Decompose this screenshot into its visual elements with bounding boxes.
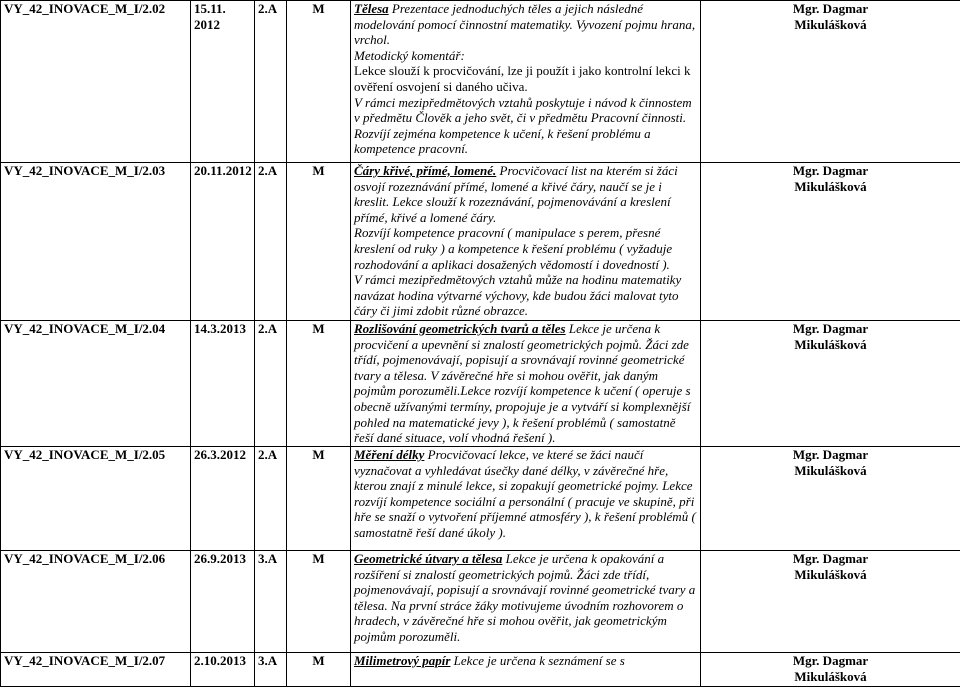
author-last-line: Mikulášková bbox=[704, 17, 957, 33]
table-row bbox=[1, 321, 960, 447]
lesson-code: VY_42_INOVACE_M_I/2.06 bbox=[1, 551, 191, 653]
lesson-class: 3.A bbox=[255, 551, 287, 653]
lesson-class: 2.A bbox=[255, 1, 287, 163]
lesson-comment-text: V rámci mezipředmětových vztahů poskytuje i návod k činnostem v předmětu Člověk a jeho svět, či v předmětu Pracovní činnosti. Rozvíjí zejména kompetence k učení, k řešení problému a kompetence pracovní. bbox=[354, 95, 697, 157]
lesson-subject: M bbox=[287, 447, 351, 551]
lesson-title: Měření délky bbox=[354, 447, 424, 462]
lesson-text: Lekce je určena k seznámení se s bbox=[450, 653, 624, 668]
lesson-title: Rozlišování geometrických tvarů a těles bbox=[354, 321, 566, 336]
lesson-date-day: 15.11. bbox=[194, 1, 251, 17]
lesson-author bbox=[701, 551, 960, 653]
lesson-author bbox=[701, 1, 960, 163]
lesson-subject: M bbox=[287, 163, 351, 321]
lesson-author bbox=[701, 653, 960, 687]
lesson-text: Rozvíjí kompetence pracovní ( manipulace s perem, přesné kreslení od ruky ) a kompetence k řešení problému ( vyžaduje rozhodování a aplikaci dosažených vědomostí i dovedností ). bbox=[354, 225, 697, 272]
lesson-date: 26.3.2012 bbox=[191, 447, 255, 551]
lesson-class: 2.A bbox=[255, 321, 287, 447]
author-first-line: Mgr. Dagmar bbox=[704, 163, 957, 179]
author-last-line: Mikulášková bbox=[704, 669, 957, 685]
lesson-class: 2.A bbox=[255, 163, 287, 321]
author-last-line: Mikulášková bbox=[704, 337, 957, 353]
lesson-description bbox=[351, 653, 701, 687]
lesson-comment-heading: Metodický komentář: bbox=[354, 48, 697, 64]
lesson-code: VY_42_INOVACE_M_I/2.04 bbox=[1, 321, 191, 447]
lesson-description bbox=[351, 1, 701, 163]
lesson-subject: M bbox=[287, 321, 351, 447]
lesson-date bbox=[191, 1, 255, 163]
lesson-description bbox=[351, 447, 701, 551]
lesson-subject: M bbox=[287, 551, 351, 653]
table-row bbox=[1, 551, 960, 653]
lesson-text: Procvičovací list na kterém si žáci osvojí rozeznávání přímé, lomené a křivé čáry, naučí se je i kreslit. Lekce slouží k rozeznávání, pojmenovávání a kreslení přímé, křivé a lomené čáry. bbox=[354, 163, 678, 225]
lesson-text: Procvičovací lekce, ve které se žáci naučí vyznačovat a vyhledávat úsečky dané délky, v závěrečné hře, kterou znají z minulé lekce, si zopakují geometrické pojmy. Lekce rozvíjí kompetence sociální a personální ( pracuje ve skupině, při hře se snaží o vytvoření příjemné atmosféry ), k řešení problémů ( samostatně řeší dané úkoly ). bbox=[354, 447, 696, 540]
lesson-subject: M bbox=[287, 1, 351, 163]
author-first-line: Mgr. Dagmar bbox=[704, 551, 957, 567]
lesson-code: VY_42_INOVACE_M_I/2.07 bbox=[1, 653, 191, 687]
table-row bbox=[1, 1, 960, 163]
lesson-code: VY_42_INOVACE_M_I/2.03 bbox=[1, 163, 191, 321]
lesson-author bbox=[701, 163, 960, 321]
lesson-description bbox=[351, 163, 701, 321]
author-first-line: Mgr. Dagmar bbox=[704, 1, 957, 17]
lesson-class: 2.A bbox=[255, 447, 287, 551]
lesson-title: Geometrické útvary a tělesa bbox=[354, 551, 502, 566]
lesson-author bbox=[701, 321, 960, 447]
lesson-text: Prezentace jednoduchých těles a jejich následné modelování pomocí činnostní matematiky. Vyvození pojmu hrana, vrchol. bbox=[354, 1, 695, 47]
author-first-line: Mgr. Dagmar bbox=[704, 653, 957, 669]
lesson-date: 26.9.2013 bbox=[191, 551, 255, 653]
lesson-title: Tělesa bbox=[354, 1, 389, 16]
table-row bbox=[1, 447, 960, 551]
author-last-line: Mikulášková bbox=[704, 567, 957, 583]
author-last-line: Mikulášková bbox=[704, 463, 957, 479]
lesson-text: Lekce je určena k opakování a rozšíření si znalostí geometrických pojmů. Žáci zde třídí, pojmenovávají, popisují a srovnávají rovinné geometrické tvary a tělesa. Na první stráce žáky motivujeme úvodním rozhovorem o hradech, v závěrečné hře si mohou ověřit, jak geometrickým pojmům porozuměli. bbox=[354, 551, 695, 644]
lesson-date: 2.10.2013 bbox=[191, 653, 255, 687]
lesson-title: Čáry křivé, přímé, lomené. bbox=[354, 163, 496, 178]
lesson-title: Milimetrový papír bbox=[354, 653, 450, 668]
lesson-code: VY_42_INOVACE_M_I/2.05 bbox=[1, 447, 191, 551]
table-row bbox=[1, 653, 960, 687]
author-last-line: Mikulášková bbox=[704, 179, 957, 195]
lesson-date: 14.3.2013 bbox=[191, 321, 255, 447]
lesson-subject: M bbox=[287, 653, 351, 687]
lesson-author bbox=[701, 447, 960, 551]
lesson-date: 20.11.2012 bbox=[191, 163, 255, 321]
lesson-code: VY_42_INOVACE_M_I/2.02 bbox=[1, 1, 191, 163]
lesson-text: Lekce je určena k procvičení a upevnění si znalostí geometrických pojmů. Žáci zde třídí, pojmenovávají, popisují a srovnávají rovinné geometrické tvary a tělesa. V závěrečné hře si mohou ověřit, jak daným pojmům porozuměli.Lekce rozvíjí kompetence k učení ( operuje s obecně užívanými termíny, propojuje je a vytváří si komplexnější pohled na matematické jevy ), k řešení problémů ( samostatně řeší dané situace, volí vhodná řešení ). bbox=[354, 321, 691, 445]
lesson-text: V rámci mezipředmětových vztahů může na hodinu matematiky navázat hodina výtvarné výchovy, kde budou žáci malovat tyto čáry či jimi zdobit různé obrazce. bbox=[354, 272, 697, 319]
author-first-line: Mgr. Dagmar bbox=[704, 447, 957, 463]
lesson-comment-text: Lekce slouží k procvičování, lze ji použít i jako kontrolní lekci k ověření osvojení si daného učiva. bbox=[354, 63, 697, 94]
author-first-line: Mgr. Dagmar bbox=[704, 321, 957, 337]
lesson-date-year: 2012 bbox=[194, 17, 251, 33]
lesson-description bbox=[351, 551, 701, 653]
lesson-description bbox=[351, 321, 701, 447]
lesson-class: 3.A bbox=[255, 653, 287, 687]
table-row bbox=[1, 163, 960, 321]
